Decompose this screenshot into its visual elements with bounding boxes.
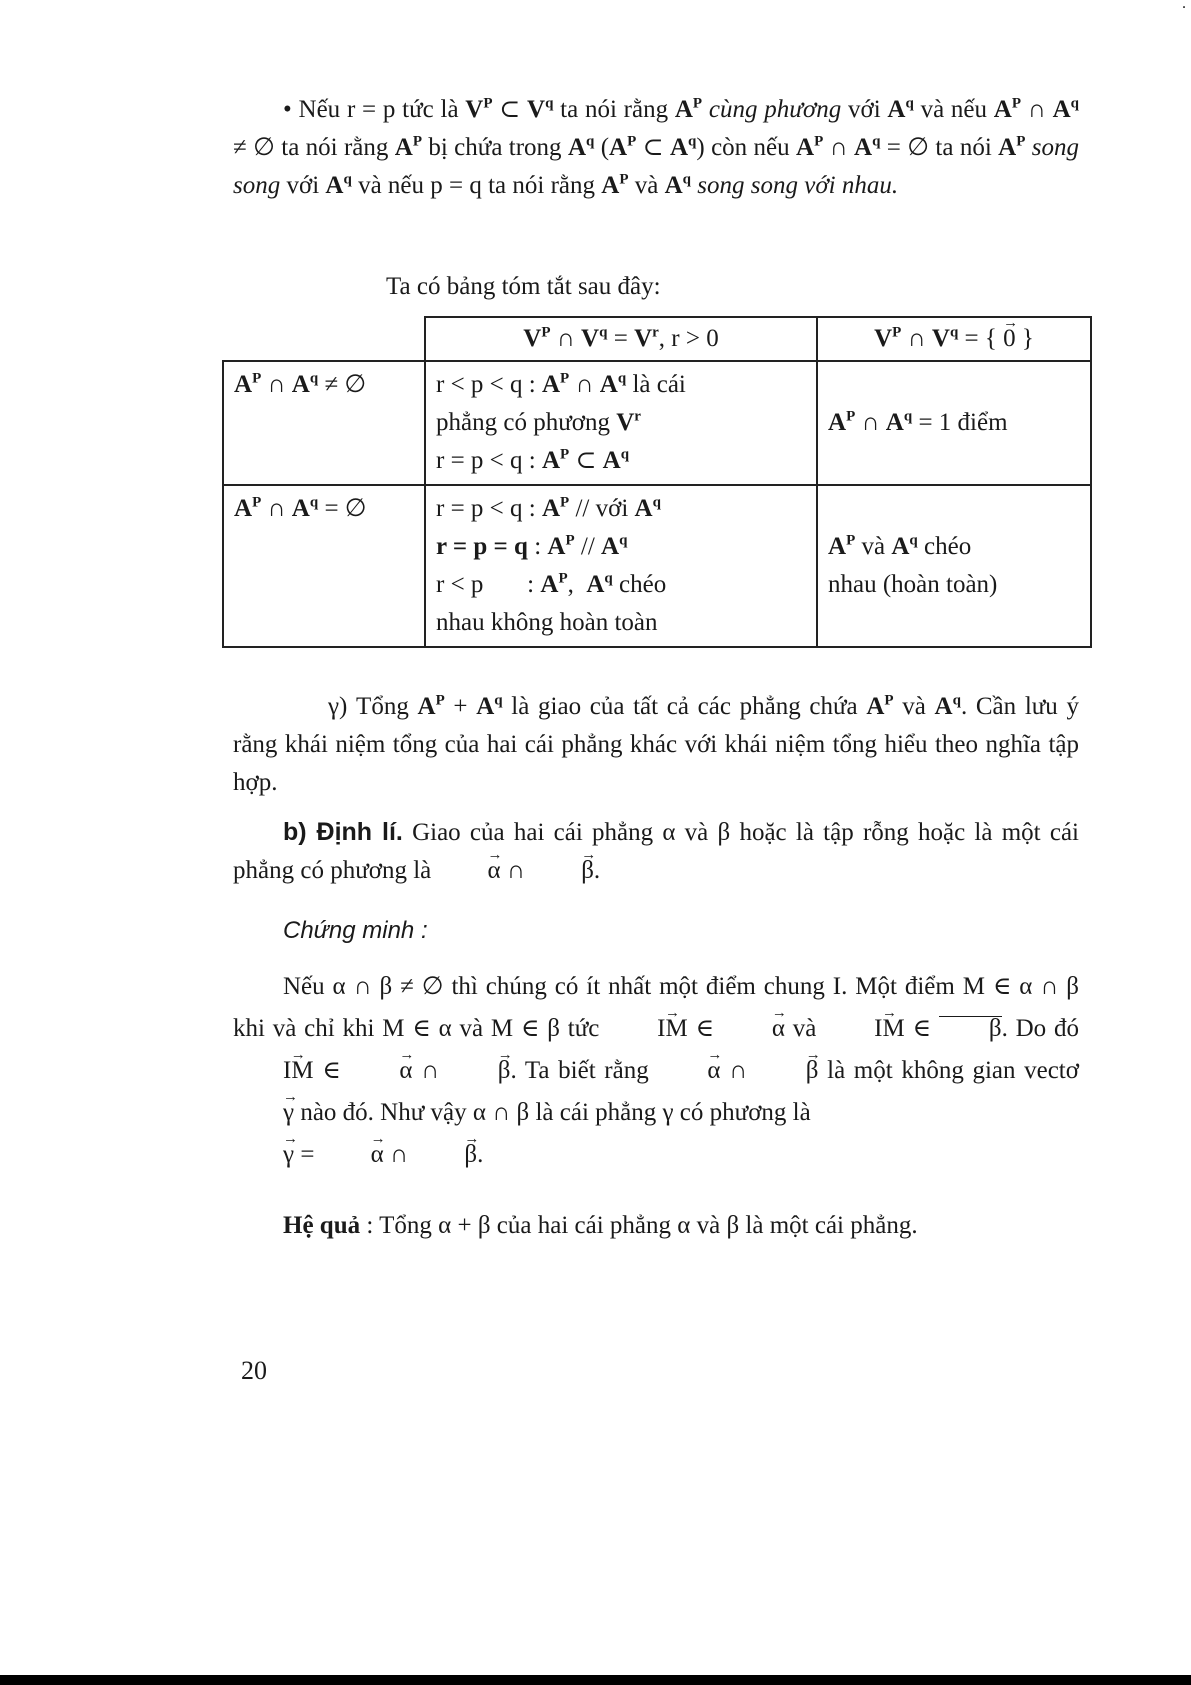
term-song-song: song song	[233, 134, 1079, 199]
corollary-label: Hệ quả	[283, 1212, 361, 1239]
term-cung-phuong: cùng phương	[708, 96, 842, 123]
bullet: •	[283, 96, 292, 123]
table-header-zero: $V^P$ ∩ $V^q$ = { → 0 }	[817, 317, 1091, 361]
row-intersect-nonempty-cases: r < p < q : $A^P$ ∩ $A^q$ là cái phẳng có phương $V^r$ r = p < q : $A^P$ ⊂ $A^q$	[425, 361, 817, 485]
sum-paragraph: γ) Tổng $A^P + A^q$ là giao của tất cả các phẳng chứa $A^P$ và $A^q$. Cần lưu ý rằng khái niệm tổng của hai cái phẳng khác với khái niệm tổng hiểu theo nghĩa tập hợp.	[233, 692, 1079, 796]
page-number: 20	[241, 1356, 267, 1385]
summary-table	[222, 316, 1092, 648]
scan-bottom-edge	[0, 1675, 1191, 1685]
term-song-song-voi-nhau: song song với nhau.	[697, 172, 899, 199]
row-intersect-empty-label: $A^P$ ∩ $A^q$ = ∅	[223, 485, 425, 647]
table-intro: Ta có bảng tóm tắt sau đây:	[386, 273, 661, 300]
row-intersect-nonempty-label: $A^P$ ∩ $A^q$ ≠ ∅	[223, 361, 425, 485]
proof-label: Chứng minh :	[283, 917, 428, 944]
theorem-label: b) Định lí.	[283, 818, 403, 846]
theorem-paragraph: b) Định lí. Giao của hai cái phẳng α và β hoặc là tập rỗng hoặc là một cái phẳng có phương là → α ∩ → β.	[233, 813, 1079, 890]
row-intersect-empty-result: $A^P$ và $A^q$ chéo nhau (hoàn toàn)	[817, 485, 1091, 647]
row-intersect-empty-cases: r = p < q : $A^P$ // với $A^q$ r = p = q : $A^P // A^q$ r < p : $A^P$, $A^q$ chéo nhau không hoàn toàn	[425, 485, 817, 647]
proof-paragraph: Nếu α ∩ β ≠ ∅ thì chúng có ít nhất một điểm chung I. Một điểm M ∈ α ∩ β khi và chỉ khi M ∈ α và M ∈ β tức → IM ∈ → α và → IM ∈ β. Do đó → IM ∈ → α ∩ → β. Ta biết rằng → α ∩ → β là một không gian vectơ → γ nào đó. Như vậy α ∩ β là cái phẳng γ có phương là → γ = → α ∩ → β.	[233, 966, 1079, 1176]
definition-paragraph: • Nếu r = p tức là $V^P$ ⊂ $V^q$ ta nói rằng $A^P$ cùng phương với $A^q$ và nếu $A^P$ ∩ $A^q$ ≠ ∅ ta nói rằng $A^P$ bị chứa trong $A^q$ ($A^P$ ⊂ $A^q$) còn nếu $A^P$ ∩ $A^q$ = ∅ ta nói $A^P$ song song với $A^q$ và nếu p = q ta nói rằng $A^P$ và $A^q$ song song với nhau.	[233, 95, 1080, 199]
table-corner	[223, 317, 425, 361]
scan-mark: ˙	[1181, 2, 1187, 22]
row-intersect-nonempty-result: $A^P$ ∩ $A^q = 1$ điểm	[817, 361, 1091, 485]
corollary-paragraph: Hệ quả : Tổng α + β của hai cái phẳng α và β là một cái phẳng.	[283, 1212, 918, 1239]
table-header-nonzero: $V^P$ ∩ $V^q = V^r$, r > 0	[425, 317, 817, 361]
